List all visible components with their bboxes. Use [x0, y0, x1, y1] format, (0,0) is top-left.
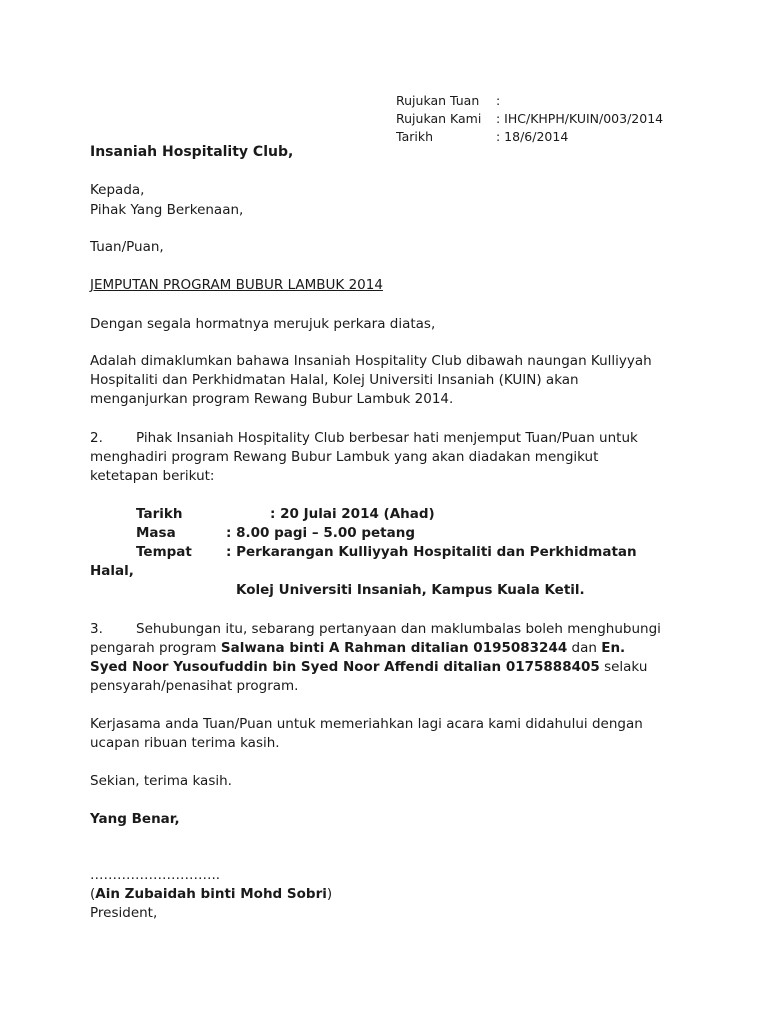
- reference-value: :: [496, 93, 501, 108]
- subject-heading: JEMPUTAN PROGRAM BUBUR LAMBUK 2014: [90, 277, 383, 293]
- signature-paren: (: [90, 886, 96, 902]
- reference-label: Tarikh: [396, 129, 433, 144]
- paragraph-3-line-3: [90, 658, 647, 677]
- paragraph-2-number: 2.: [90, 430, 103, 446]
- recipient-line-2: Pihak Yang Berkenaan,: [90, 202, 244, 218]
- reference-block: [396, 92, 663, 146]
- contact-1: Salwana binti A Rahman ditalian 0195083244: [220, 640, 568, 656]
- schedule-place-wrap: Halal,: [90, 563, 134, 579]
- reference-value: : 18/6/2014: [496, 129, 569, 144]
- schedule-place-value: : Perkarangan Kulliyyah Hospitaliti dan Perkhidmatan: [226, 544, 637, 560]
- closing-line: Sekian, terima kasih.: [90, 773, 232, 789]
- reference-label: Rujukan Tuan: [396, 93, 480, 108]
- paragraph-3-line-4: pensyarah/penasihat program.: [90, 678, 299, 694]
- signature-name-line: [90, 885, 332, 904]
- paragraph-1-line-3: menganjurkan program Rewang Bubur Lambuk 2014.: [90, 391, 454, 407]
- paragraph-4-line-1: Kerjasama anda Tuan/Puan untuk memeriahkan lagi acara kami didahului dengan: [90, 716, 643, 732]
- recipient-line-1: Kepada,: [90, 182, 145, 198]
- reference-row-rujukan-tuan: [396, 92, 663, 110]
- paragraph-2-line-2: menghadiri program Rewang Bubur Lambuk yang akan diadakan mengikut: [90, 449, 599, 465]
- salutation: Tuan/Puan,: [90, 239, 164, 255]
- paragraph-3-number: 3.: [90, 621, 103, 637]
- schedule-place-line-2: Kolej Universiti Insaniah, Kampus Kuala Ketil.: [236, 582, 585, 598]
- signoff: Yang Benar,: [90, 811, 180, 827]
- schedule-date-value: : 20 Julai 2014 (Ahad): [270, 506, 435, 522]
- schedule-time-value: : 8.00 pagi – 5.00 petang: [226, 525, 415, 541]
- paragraph-3-text: selaku: [599, 659, 648, 675]
- schedule-date-label: Tarikh: [136, 506, 183, 522]
- signature-dots: ………………………..: [90, 867, 221, 883]
- schedule-place-label: Tempat: [136, 544, 192, 560]
- signature-title: President,: [90, 905, 158, 921]
- paragraph-4-line-2: ucapan ribuan terima kasih.: [90, 735, 280, 751]
- paragraph-1-line-1: Adalah dimaklumkan bahawa Insaniah Hospitality Club dibawah naungan Kulliyyah: [90, 353, 652, 369]
- opening-line: Dengan segala hormatnya merujuk perkara diatas,: [90, 316, 436, 332]
- reference-label: Rujukan Kami: [396, 111, 482, 126]
- schedule-time-label: Masa: [136, 525, 176, 541]
- paragraph-2-line-3: ketetapan berikut:: [90, 468, 215, 484]
- sender-name: Insaniah Hospitality Club,: [90, 144, 294, 160]
- reference-row-tarikh: [396, 128, 663, 146]
- paragraph-3-line-2: [90, 639, 625, 658]
- paragraph-2-line-1: Pihak Insaniah Hospitality Club berbesar hati menjemput Tuan/Puan untuk: [136, 430, 638, 446]
- paragraph-1-line-2: Hospitaliti dan Perkhidmatan Halal, Kolej Universiti Insaniah (KUIN) akan: [90, 372, 579, 388]
- paragraph-3-text: pengarah program: [90, 640, 221, 656]
- contact-2-title: En.: [601, 640, 626, 656]
- signature-paren: ): [326, 886, 333, 902]
- reference-value: : IHC/KHPH/KUIN/003/2014: [496, 111, 664, 126]
- signature-name: Ain Zubaidah binti Mohd Sobri: [95, 886, 327, 902]
- paragraph-3-text: dan: [567, 640, 602, 656]
- contact-2: Syed Noor Yusoufuddin bin Syed Noor Affendi ditalian 0175888405: [90, 659, 600, 675]
- paragraph-3-line-1: Sehubungan itu, sebarang pertanyaan dan maklumbalas boleh menghubungi: [136, 621, 661, 637]
- reference-row-rujukan-kami: [396, 110, 663, 128]
